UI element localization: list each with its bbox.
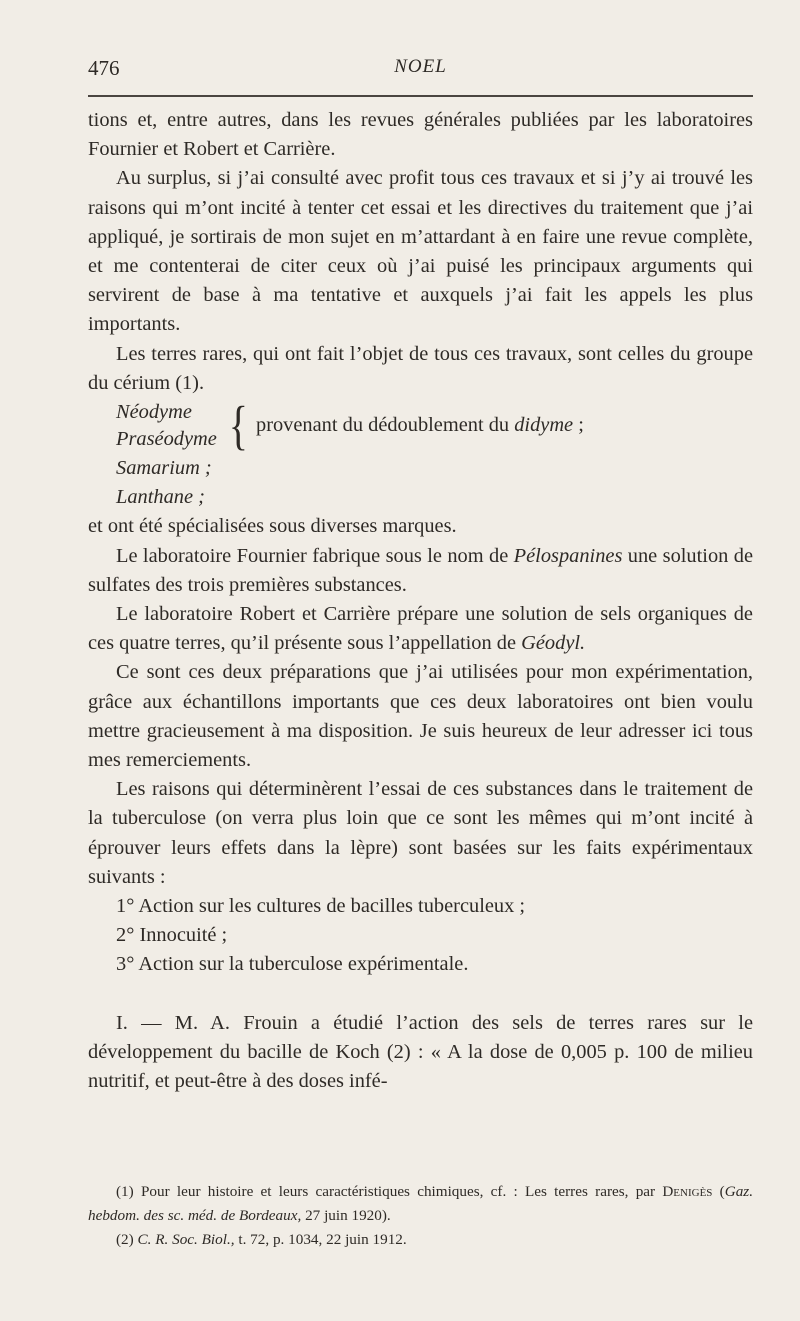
paragraph: Au surplus, si j’ai consulté avec profit tous ces travaux et si j’y ai trouvé les raisons qui m’ont incité à tenter cet essai et les directives du traitement que j’ai appliqué, je sortirais de mon sujet en m’attardant à en faire une revue complète, et me contenterai de citer ceux où j’ai puisé les principaux arguments qui servirent de base à ma tentative et auxquels j’ai fait les appels les plus importants.	[88, 167, 753, 336]
page-header	[88, 56, 753, 84]
element-pair	[116, 399, 217, 453]
section-gap	[88, 980, 753, 1009]
list-item: 1° Action sur les cultures de bacilles tuberculeux ;	[116, 895, 526, 918]
footnotes	[88, 1180, 753, 1252]
running-title: NOEL	[394, 56, 447, 77]
paragraph: Le laboratoire Robert et Carrière prépare une solution de sels organiques de ces quatre terres, qu’il présente sous l’appellation de Géodyl.	[88, 603, 753, 655]
paragraph: tions et, entre autres, dans les revues générales publiées par les laboratoires Fournier et Robert et Carrière.	[88, 109, 753, 161]
paragraph: Les raisons qui déterminèrent l’essai de ces substances dans le traitement de la tuberculose (on verra plus loin que ce sont les mêmes qui m’ont incité à éprouver leurs effets dans la lèpre) sont basées sur les faits expérimentaux suivants :	[88, 778, 753, 888]
paragraph: Le laboratoire Fournier fabrique sous le nom de Pélospanines une solution de sulfates des trois premières substances.	[88, 544, 753, 596]
element-name: Lanthane ;	[116, 486, 205, 509]
paragraph: et ont été spécialisées sous diverses marques.	[88, 515, 457, 538]
header-rule	[88, 95, 753, 97]
list-item: 3° Action sur la tuberculose expérimentale.	[116, 953, 469, 976]
paragraph: I. — M. A. Frouin a étudié l’action des sels de terres rares sur le développement du bacille de Koch (2) : « A la dose de 0,005 p. 100 de milieu nutritif, et peut-être à des doses infé-	[88, 1011, 753, 1093]
body-text	[88, 106, 753, 1096]
page-number: 476	[88, 56, 120, 80]
brace-symbol: {	[228, 394, 248, 456]
brace-note: provenant du dédoublement du didyme ;	[256, 414, 584, 437]
element-name: Praséodyme	[116, 428, 217, 451]
element-name: Néodyme	[116, 401, 192, 424]
paragraph: Ce sont ces deux préparations que j’ai utilisées pour mon expérimentation, grâce aux échantillons importants que ces deux laboratoires ont bien voulu mettre gracieusement à ma disposition. Je suis heureux de leur adresser ici tous mes remerciements.	[88, 661, 753, 772]
footnote: (2) C. R. Soc. Biol., t. 72, p. 1034, 22 juin 1912.	[116, 1231, 407, 1248]
paragraph: Les terres rares, qui ont fait l’objet de tous ces travaux, sont celles du groupe du cérium (1).	[88, 342, 753, 394]
list-item: 2° Innocuité ;	[116, 924, 228, 947]
element-group	[116, 394, 753, 456]
element-name: Samarium ;	[116, 457, 212, 480]
footnote: (1) Pour leur histoire et leurs caractéristiques chimiques, cf. : Les terres rares, par Denigès (Gaz. hebdom. des sc. méd. de Bordeaux, 27 juin 1920).	[88, 1183, 754, 1224]
